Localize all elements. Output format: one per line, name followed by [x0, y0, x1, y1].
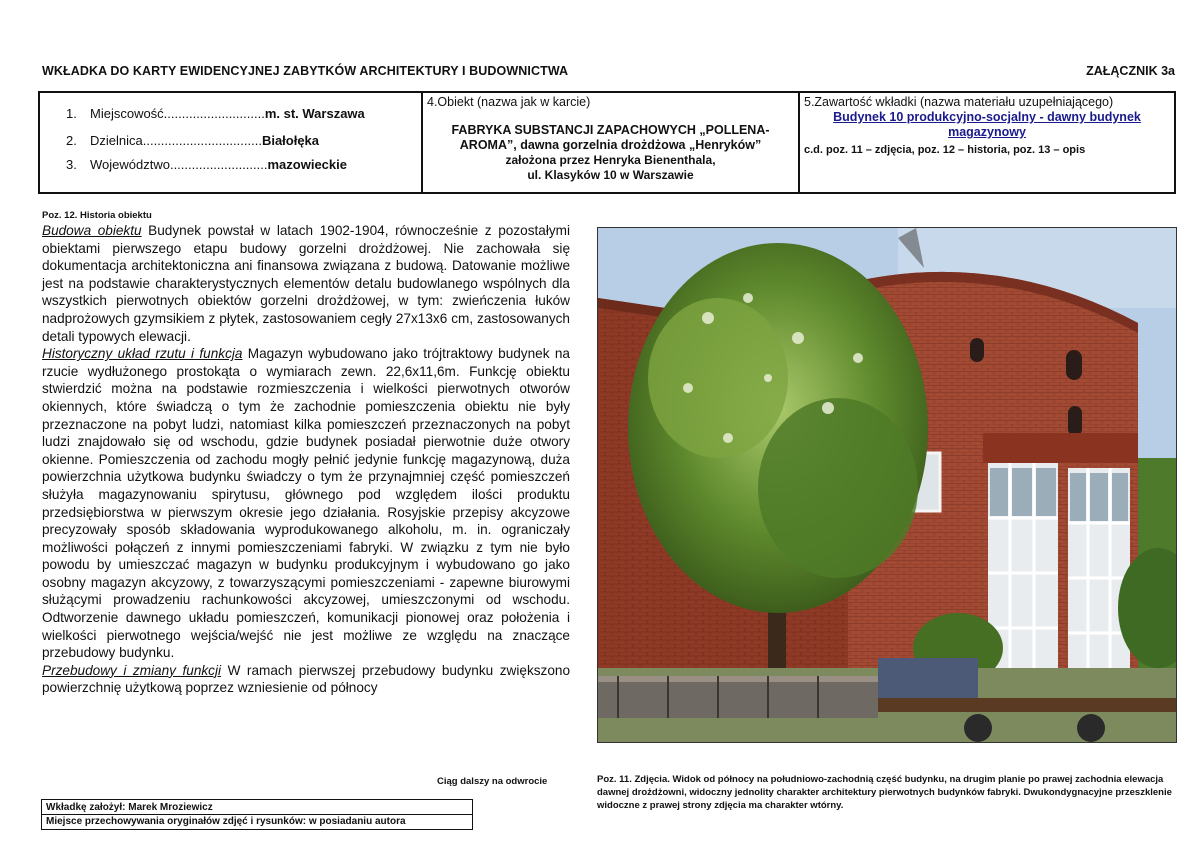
storage-line: Miejsce przechowywania oryginałów zdjęć i rysunków: w posiadaniu autora — [42, 814, 472, 828]
continued-note: Ciąg dalszy na odwrocie — [437, 776, 548, 787]
location-row-district: 2. Dzielnica.................................Białołęka — [66, 133, 320, 148]
construction-subtitle: Budowa obiektu — [42, 223, 142, 238]
photo-caption: Poz. 11. Zdjęcia. Widok od północy na południowo-zachodnią część budynku, na drugim planie po prawej zachodnia elewacja dawnej drożdżowni, widoczny jednolity charakter architektury pierwotnych budynków fabryki. Dwukondygnacyjne przeszklenie widoczne z prawej strony zdjęcia ma charakter wtórny. — [597, 774, 1172, 811]
location-cell — [40, 93, 423, 192]
location-row-city: 1. Miejscowość............................m. st. Warszawa — [66, 106, 365, 121]
object-label: 4.Obiekt (nazwa jak w karcie) — [427, 95, 591, 109]
building-photo-illustration — [598, 228, 1177, 743]
document-title: WKŁADKA DO KARTY EWIDENCYJNEJ ZABYTKÓW ARCHITEKTURY I BUDOWNICTWA — [42, 64, 569, 78]
location-row-voivodeship: 3. Województwo...........................mazowieckie — [66, 157, 347, 172]
contents-cell — [800, 93, 1174, 192]
contents-subject: Budynek 10 produkcyjno-socjalny - dawny budynek magazynowy — [833, 110, 1141, 139]
history-paragraph-alterations: Przebudowy i zmiany funkcji W ramach pierwszej przebudowy budynku zwiększono powierzchnię użytkową poprzez wzniesienie od północy — [42, 662, 571, 696]
contents-continuation: c.d. poz. 11 – zdjęcia, poz. 12 – historia, poz. 13 – opis — [804, 144, 1086, 156]
history-paragraph-layout: Historyczny układ rzutu i funkcja Magazyn wybudowano jako trójtraktowy budynek na rzucie wydłużonego prostokąta o wymiarach zewn. 22,6x11,6m. Funkcję obiektu stwierdzić można na podstawie rozmieszczenia i wielkości pierwotnych otworów okiennych, które świadczą o tym że zachodnie pomieszczenia obiektu nie były przeznaczone na pobyt ludzi, natomiast kilka pomieszczeń przeznaczonych na pobyt ludzi znajdowało się od wschodu, gdzie budynek posiadał pierwotnie duże otwory okienne. Pomieszczenia od zachodu mogły pełnić jedynie funkcję magazynową, duża powierzchnia użytkowa budynku świadczy o tym że przynajmniej część pomieszczeń służyła magazynowaniu spirytusu, głównego pod względem ilości produktu przedsiębiorstwa w pierwszym okresie jego działania. Rosyjskie przepisy akcyzowe precyzowały sposób składowania wyprodukowanego alkoholu, m. in. ograniczały możliwości połączeń z innymi pomieszczeniami fabryki. W związku z tym nie było powodu by umieszczać magazyn w budynku produkcyjnym i wybudowano go jako osobny magazyn akcyzowy, z towarzyszącymi pomieszczeniami - zapewne biurowymi służącymi prowadzeniu rachunkowości akcyzowej, umieszczonymi od wschodu. Odtworzenie dawnego układu pomieszczeń, komunikacji pionowej oraz położenia i wielkości pierwotnego wejścia/wejść nie jest możliwe ze względu na znaczące przebudowy budynku. — [42, 346, 570, 661]
history-text — [42, 222, 570, 697]
object-cell — [423, 93, 800, 192]
annex-label: ZAŁĄCZNIK 3a — [1086, 64, 1175, 78]
contents-label: 5.Zawartość wkładki (nazwa materiału uzupełniającego) — [804, 95, 1114, 109]
header-table — [38, 91, 1176, 194]
object-name: FABRYKA SUBSTANCJI ZAPACHOWYCH „POLLENA-AROMA”, dawna gorzelnia drożdżowa „Henryków” — [451, 123, 770, 152]
object-founder: założona przez Henryka Bienenthala, — [505, 153, 716, 167]
author-box — [41, 799, 473, 830]
object-address: ul. Klasyków 10 w Warszawie — [527, 168, 694, 182]
history-paragraph-construction: Budowa obiektu Budynek powstał w latach 1902-1904, równocześnie z pozostałymi obiektami pierwszego etapu budowy gorzelni drożdżowej. Nie zachowała się dokumentacja architektoniczna ani finansowa związana z budową. Datowanie możliwe jest na podstawie charakterystycznych elementów detalu budowlanego wspólnych dla wszystkich pierwotnych obiektów gorzelni drożdżowej, w tym: zwieńczenia łuków nadprożowych gzymsikiem z płytek, zastosowaniem cegły 27x13x6 cm, zastosowanych detali typowych elewacji. — [42, 223, 570, 344]
alterations-subtitle: Przebudowy i zmiany funkcji — [42, 662, 222, 678]
author-line: Wkładkę założył: Marek Mroziewicz — [46, 802, 213, 813]
history-heading: Poz. 12. Historia obiektu — [42, 210, 152, 221]
layout-subtitle: Historyczny układ rzutu i funkcja — [42, 346, 243, 362]
building-photo — [597, 227, 1177, 743]
